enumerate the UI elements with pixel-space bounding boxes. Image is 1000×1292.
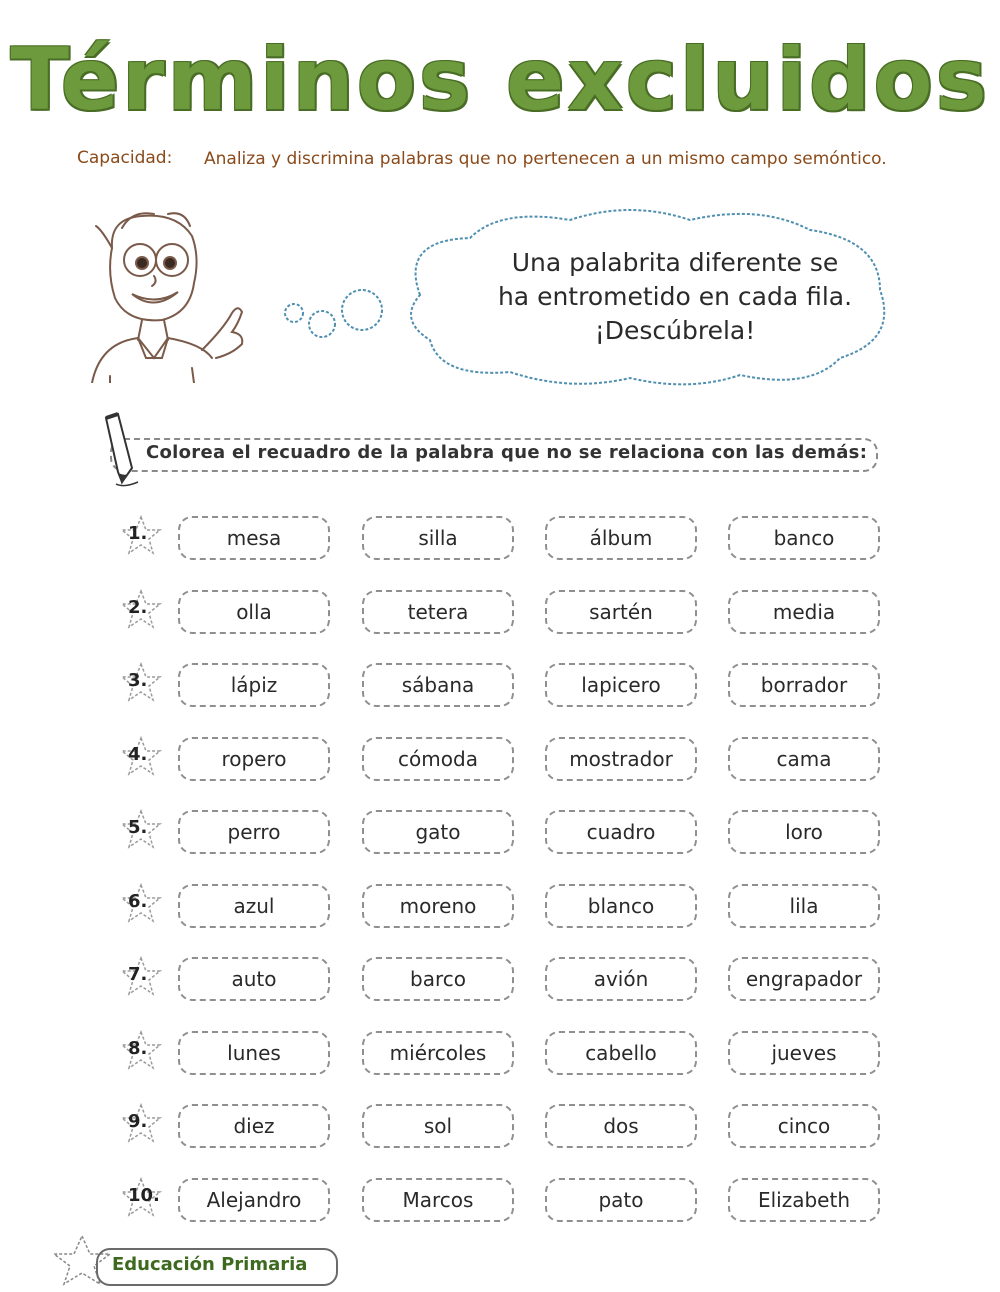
- row-number-badge: [118, 882, 164, 928]
- row-number: 2.: [128, 597, 148, 618]
- word-box[interactable]: perro: [178, 810, 330, 854]
- word-box[interactable]: lila: [728, 884, 880, 928]
- word-box[interactable]: azul: [178, 884, 330, 928]
- cloud-line-3: ¡Descúbrela!: [594, 316, 756, 345]
- word-box[interactable]: avión: [545, 957, 697, 1001]
- page-title: Términos excluidos: [10, 30, 990, 130]
- instruction-text: Colorea el recuadro de la palabra que no se relaciona con las demás:: [146, 442, 868, 463]
- row-number-badge: [118, 588, 164, 634]
- word-row: [0, 661, 1000, 717]
- word-row: [0, 514, 1000, 570]
- pencil-icon: [98, 412, 146, 488]
- word-box[interactable]: Elizabeth: [728, 1178, 880, 1222]
- word-box[interactable]: cinco: [728, 1104, 880, 1148]
- word-box[interactable]: lapicero: [545, 663, 697, 707]
- row-number: 5.: [128, 817, 148, 838]
- word-box[interactable]: dos: [545, 1104, 697, 1148]
- footer-label: Educación Primaria: [112, 1254, 308, 1275]
- word-box[interactable]: Marcos: [362, 1178, 514, 1222]
- word-box[interactable]: pato: [545, 1178, 697, 1222]
- row-number-badge: [118, 1029, 164, 1075]
- word-box[interactable]: mesa: [178, 516, 330, 560]
- word-box[interactable]: cabello: [545, 1031, 697, 1075]
- word-box[interactable]: cuadro: [545, 810, 697, 854]
- cloud-message: [440, 246, 910, 348]
- row-number-badge: [118, 955, 164, 1001]
- word-box[interactable]: álbum: [545, 516, 697, 560]
- word-row: [0, 1176, 1000, 1232]
- word-row: [0, 735, 1000, 791]
- row-number-badge: [118, 1102, 164, 1148]
- row-number-badge: [118, 808, 164, 854]
- row-number: 1.: [128, 523, 148, 544]
- capacity-label: Capacidad:: [77, 148, 173, 168]
- word-box[interactable]: blanco: [545, 884, 697, 928]
- word-row: [0, 1029, 1000, 1085]
- word-box[interactable]: moreno: [362, 884, 514, 928]
- word-box[interactable]: cama: [728, 737, 880, 781]
- row-number: 9.: [128, 1111, 148, 1132]
- row-number: 6.: [128, 891, 148, 912]
- word-box[interactable]: diez: [178, 1104, 330, 1148]
- row-number: 4.: [128, 744, 148, 765]
- row-number-badge: [118, 661, 164, 707]
- word-box[interactable]: lápiz: [178, 663, 330, 707]
- row-number: 7.: [128, 964, 148, 985]
- cloud-line-2: ha entrometido en cada fila.: [497, 282, 853, 311]
- row-number-badge: [118, 1176, 164, 1222]
- word-box[interactable]: Alejandro: [178, 1178, 330, 1222]
- word-box[interactable]: mostrador: [545, 737, 697, 781]
- row-number-badge: [118, 514, 164, 560]
- row-number-badge: [118, 735, 164, 781]
- row-number: 3.: [128, 670, 148, 691]
- word-box[interactable]: lunes: [178, 1031, 330, 1075]
- word-box[interactable]: borrador: [728, 663, 880, 707]
- word-row: [0, 808, 1000, 864]
- word-row: [0, 1102, 1000, 1158]
- word-box[interactable]: miércoles: [362, 1031, 514, 1075]
- word-box[interactable]: ropero: [178, 737, 330, 781]
- word-box[interactable]: engrapador: [728, 957, 880, 1001]
- capacity-text: Analiza y discrimina palabras que no pertenecen a un mismo campo semóntico.: [204, 149, 887, 169]
- word-box[interactable]: gato: [362, 810, 514, 854]
- word-box[interactable]: sábana: [362, 663, 514, 707]
- word-box[interactable]: barco: [362, 957, 514, 1001]
- word-box[interactable]: olla: [178, 590, 330, 634]
- row-number: 10.: [128, 1185, 160, 1206]
- word-box[interactable]: cómoda: [362, 737, 514, 781]
- word-row: [0, 588, 1000, 644]
- word-box[interactable]: loro: [728, 810, 880, 854]
- word-box[interactable]: tetera: [362, 590, 514, 634]
- word-box[interactable]: media: [728, 590, 880, 634]
- word-box[interactable]: auto: [178, 957, 330, 1001]
- word-box[interactable]: banco: [728, 516, 880, 560]
- word-box[interactable]: jueves: [728, 1031, 880, 1075]
- word-row: [0, 882, 1000, 938]
- word-box[interactable]: sol: [362, 1104, 514, 1148]
- word-box[interactable]: sartén: [545, 590, 697, 634]
- word-box[interactable]: silla: [362, 516, 514, 560]
- word-row: [0, 955, 1000, 1011]
- boy-mascot-illustration: [82, 208, 247, 383]
- cloud-line-1: Una palabrita diferente se: [511, 248, 839, 277]
- row-number: 8.: [128, 1038, 148, 1059]
